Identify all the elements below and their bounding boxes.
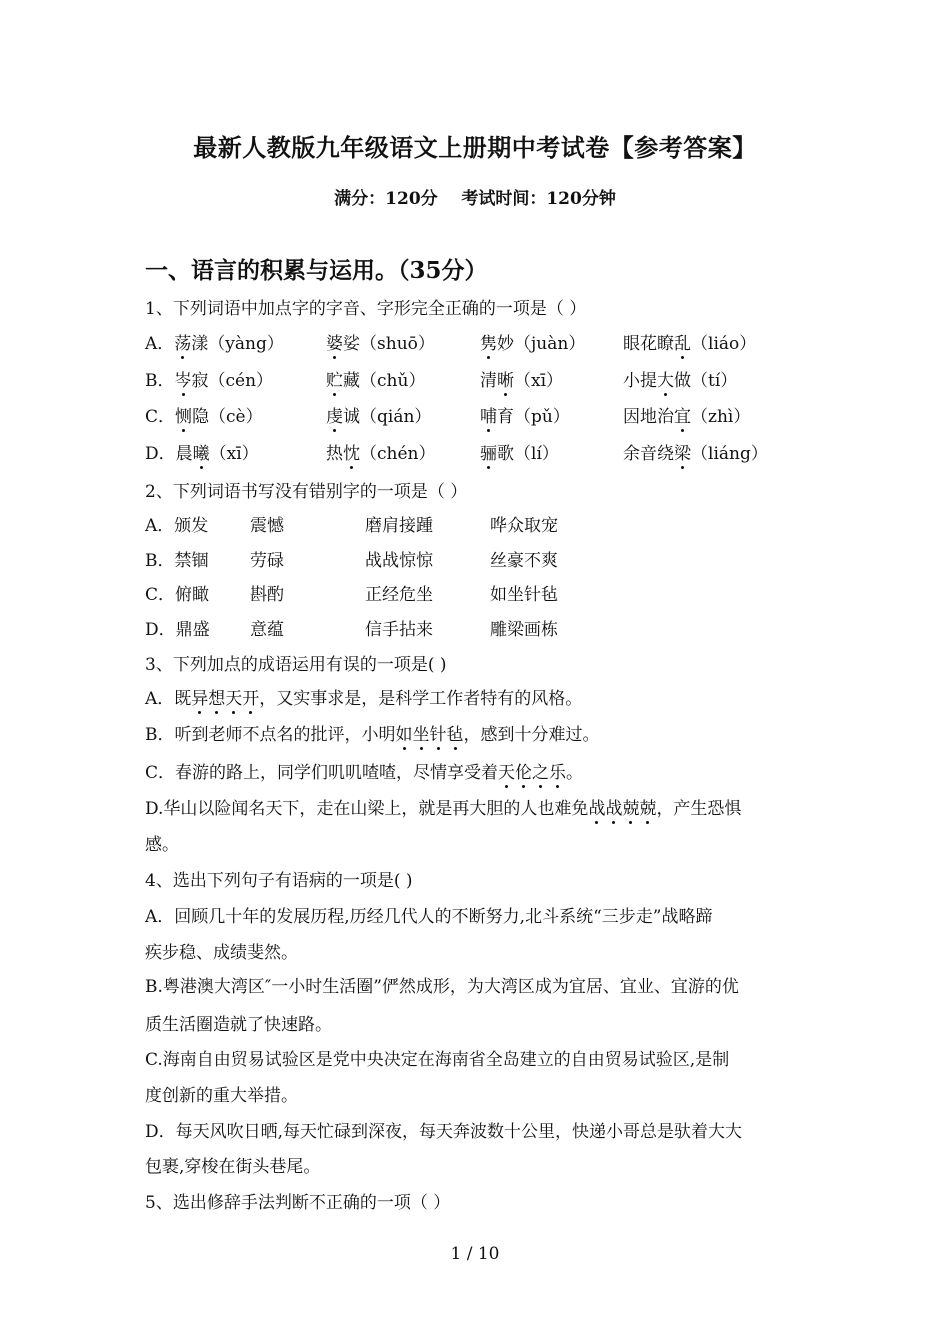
dotted-char: 虔 xyxy=(326,402,343,427)
q2-c-word-1: C．俯瞰 xyxy=(145,585,210,605)
q2-b-word-3: 战战惊惊 xyxy=(365,551,433,571)
q4-line-6: 度创新的重大举措。 xyxy=(145,1086,298,1106)
dotted-char: 战 xyxy=(588,794,605,819)
q2-c-word-4: 如坐针毡 xyxy=(490,585,558,605)
dotted-char: 哺 xyxy=(480,402,497,427)
q3-option-d xyxy=(145,794,741,819)
q3-a-pre: A．既 xyxy=(145,689,192,709)
q1-a-word-1: A．荡漾（yàng） xyxy=(145,329,284,354)
q1-d-word-3: 骊歌（lí） xyxy=(480,439,559,464)
q2-a-word-1: A．颁发 xyxy=(145,516,209,536)
dotted-char: 之 xyxy=(532,758,549,783)
q2-d-word-4: 雕梁画栋 xyxy=(490,620,558,640)
q1-c-word-4: 因地治宜（zhì） xyxy=(623,402,750,427)
q3-a-idiom xyxy=(191,689,259,709)
dotted-char: 晰 xyxy=(497,366,514,391)
q1-d-word-4: 余音绕梁（liáng） xyxy=(623,439,768,464)
q4-line-7: D．每天风吹日晒,每天忙碌到深夜，每天奔波数十公里，快递小哥总是驮着大大 xyxy=(145,1122,743,1142)
q4-line-5: C.海南自由贸易试验区是党中央决定在海南省全岛建立的自由贸易试验区,是制 xyxy=(145,1050,730,1070)
dotted-char: 大 xyxy=(657,366,674,391)
q1-c-word-2: 虔诚（qián） xyxy=(326,402,431,427)
q3-d-idiom xyxy=(588,799,656,819)
dotted-char: 战 xyxy=(605,794,622,819)
q2-a-word-2: 震憾 xyxy=(250,516,284,536)
q2-b-word-4: 丝豪不爽 xyxy=(490,551,558,571)
q4-line-4: 质生活圈造就了快速路。 xyxy=(145,1015,332,1035)
dotted-char: 荡 xyxy=(174,329,191,354)
dotted-char: 兢 xyxy=(622,794,639,819)
q2-d-word-1: D．鼎盛 xyxy=(145,620,210,640)
dotted-char: 想 xyxy=(208,684,225,709)
page-number: 1 / 10 xyxy=(450,1244,500,1264)
dotted-char: 兢 xyxy=(639,794,656,819)
q3-c-pre: C．春游的路上，同学们叽叽喳喳，尽情享受着 xyxy=(145,763,499,783)
section-heading: 一、语言的积累与运用。（35分） xyxy=(145,257,488,284)
q2-c-word-2: 斟酌 xyxy=(250,585,284,605)
q3-c-post: 。 xyxy=(566,763,584,783)
page-title: 最新人教版九年级语文上册期中考试卷【参考答案】 xyxy=(193,133,757,162)
q3-b-pre: B．听到老师不点名的批评，小明 xyxy=(145,725,396,745)
q2-d-word-2: 意蕴 xyxy=(250,620,284,640)
q4-line-8: 包裹,穿梭在街头巷尾。 xyxy=(145,1157,321,1177)
dotted-char: 乐 xyxy=(549,758,566,783)
q3-b-idiom xyxy=(396,725,464,745)
dotted-char: 恻 xyxy=(175,402,192,427)
q3-c-idiom xyxy=(498,763,566,783)
dotted-char: 乱 xyxy=(674,329,691,354)
score-time-info: 满分：120分 考试时间：120分钟 xyxy=(334,189,616,209)
q1-b-word-2: 贮藏（chǔ） xyxy=(326,366,425,391)
question-5-stem: 5、选出修辞手法判断不正确的一项（ ） xyxy=(145,1193,451,1213)
q3-option-b xyxy=(145,720,600,745)
q1-c-word-3: 哺育（pǔ） xyxy=(480,402,570,427)
q1-c-word-1: C．恻隐（cè） xyxy=(145,402,263,427)
q1-a-word-2: 婆娑（shuō） xyxy=(326,329,435,354)
q3-option-c xyxy=(145,758,583,783)
dotted-char: 毡 xyxy=(447,720,464,745)
question-2-stem: 2、下列词语书写没有错别字的一项是（ ） xyxy=(145,482,468,502)
dotted-char: 开 xyxy=(242,684,259,709)
dotted-char: 贮 xyxy=(326,366,343,391)
q2-c-word-3: 正经危坐 xyxy=(365,585,433,605)
q2-a-word-4: 哗众取宠 xyxy=(490,516,558,536)
dotted-char: 如 xyxy=(396,720,413,745)
q2-a-word-3: 磨肩接踵 xyxy=(365,516,433,536)
q4-line-1: A．回顾几十年的发展历程,历经几代人的不断努力,北斗系统“三步走”战略蹄 xyxy=(145,907,713,927)
dotted-char: 曦 xyxy=(193,439,210,464)
dotted-char: 针 xyxy=(430,720,447,745)
question-4-stem: 4、选出下列句子有语病的一项是( ) xyxy=(145,871,413,891)
dotted-char: 梁 xyxy=(674,439,691,464)
q3-d-pre: D.华山以险闻名天下，走在山梁上，就是再大胆的人也难免 xyxy=(145,799,589,819)
dotted-char: 骊 xyxy=(480,439,497,464)
dotted-char: 天 xyxy=(498,758,515,783)
dotted-char: 婆 xyxy=(326,329,343,354)
q1-b-word-1: B．岑寂（cén） xyxy=(145,366,273,391)
dotted-char: 坐 xyxy=(413,720,430,745)
dotted-char: 异 xyxy=(191,684,208,709)
q3-b-post: ，感到十分难过。 xyxy=(463,725,600,745)
q3-option-d-cont: 感。 xyxy=(145,835,179,855)
dotted-char: 忱 xyxy=(343,439,360,464)
q4-line-3: B.粤港澳大湾区″一小时生活圈”俨然成形，为大湾区成为宜居、宜业、宜游的优 xyxy=(145,977,739,997)
q1-d-word-2: 热忱（chén） xyxy=(326,439,436,464)
q3-option-a xyxy=(145,684,582,709)
q3-d-post: ，产生恐惧 xyxy=(656,799,742,819)
dotted-char: 岑 xyxy=(175,366,192,391)
q1-d-word-1: D．晨曦（xī） xyxy=(145,439,259,464)
q2-b-word-2: 劳碌 xyxy=(250,551,284,571)
dotted-char: 隽 xyxy=(480,329,497,354)
q1-a-word-4: 眼花瞭乱（liáo） xyxy=(623,329,756,354)
q1-b-word-3: 清晰（xī） xyxy=(480,366,563,391)
q1-b-word-4: 小提大做（tí） xyxy=(623,366,737,391)
q3-a-post: ，又实事求是，是科学工作者特有的风格。 xyxy=(259,689,583,709)
question-3-stem: 3、下列加点的成语运用有误的一项是( ) xyxy=(145,655,447,675)
dotted-char: 天 xyxy=(225,684,242,709)
q4-line-2: 疾步稳、成绩斐然。 xyxy=(145,943,298,963)
q2-b-word-1: B．禁锢 xyxy=(145,551,209,571)
dotted-char: 宜 xyxy=(674,402,691,427)
q1-a-word-3: 隽妙（juàn） xyxy=(480,329,585,354)
question-1-stem: 1、下列词语中加点字的字音、字形完全正确的一项是（ ） xyxy=(145,299,587,319)
dotted-char: 伦 xyxy=(515,758,532,783)
q2-d-word-3: 信手拈来 xyxy=(365,620,433,640)
